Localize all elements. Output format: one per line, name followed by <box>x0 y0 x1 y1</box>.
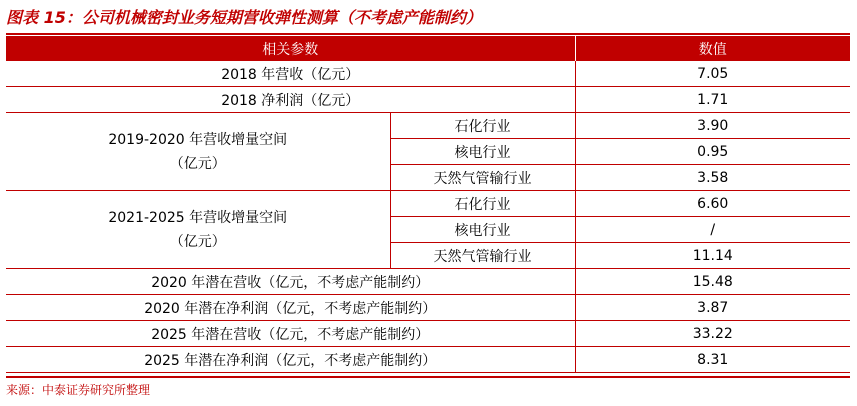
sub-label: 天然气管输行业 <box>390 243 575 269</box>
group-label-2021-2025 <box>6 191 390 269</box>
row-value: / <box>575 217 850 243</box>
row-label: 2020 年潜在营收（亿元，不考虑产能制约） <box>6 269 575 295</box>
row-value: 1.71 <box>575 87 850 113</box>
row-value: 8.31 <box>575 347 850 373</box>
group-label-2019-2020 <box>6 113 390 191</box>
table-row <box>6 347 850 373</box>
sub-label: 核电行业 <box>390 217 575 243</box>
table-row <box>6 321 850 347</box>
table-row <box>6 113 850 139</box>
bottom-divider <box>6 376 850 378</box>
group-label-line2: （亿元） <box>169 233 226 250</box>
row-value: 33.22 <box>575 321 850 347</box>
row-value: 3.58 <box>575 165 850 191</box>
row-value: 15.48 <box>575 269 850 295</box>
row-label: 2018 净利润（亿元） <box>6 87 575 113</box>
row-label: 2025 年潜在营收（亿元，不考虑产能制约） <box>6 321 575 347</box>
table-row <box>6 61 850 87</box>
table-header-row <box>6 36 850 61</box>
sub-label: 石化行业 <box>390 113 575 139</box>
figure-title: 图表 15：公司机械密封业务短期营收弹性测算（不考虑产能制约） <box>6 8 482 27</box>
parameter-table <box>6 36 850 373</box>
source-note: 来源：中泰证券研究所整理 <box>6 383 151 397</box>
row-value: 6.60 <box>575 191 850 217</box>
row-value: 3.90 <box>575 113 850 139</box>
table-row <box>6 269 850 295</box>
row-value: 3.87 <box>575 295 850 321</box>
group-label-line2: （亿元） <box>169 155 226 172</box>
title-divider <box>6 33 850 35</box>
row-label: 2020 年潜在净利润（亿元，不考虑产能制约） <box>6 295 575 321</box>
sub-label: 天然气管输行业 <box>390 165 575 191</box>
header-value: 数值 <box>575 36 850 61</box>
table-row <box>6 295 850 321</box>
group-label-line1: 2019-2020 年营收增量空间 <box>108 131 288 148</box>
group-label-line1: 2021-2025 年营收增量空间 <box>108 209 288 226</box>
row-label: 2025 年潜在净利润（亿元，不考虑产能制约） <box>6 347 575 373</box>
row-label: 2018 年营收（亿元） <box>6 61 575 87</box>
table-row <box>6 87 850 113</box>
sub-label: 石化行业 <box>390 191 575 217</box>
row-value: 0.95 <box>575 139 850 165</box>
sub-label: 核电行业 <box>390 139 575 165</box>
row-value: 7.05 <box>575 61 850 87</box>
header-param: 相关参数 <box>6 36 575 61</box>
row-value: 11.14 <box>575 243 850 269</box>
table-row <box>6 191 850 217</box>
